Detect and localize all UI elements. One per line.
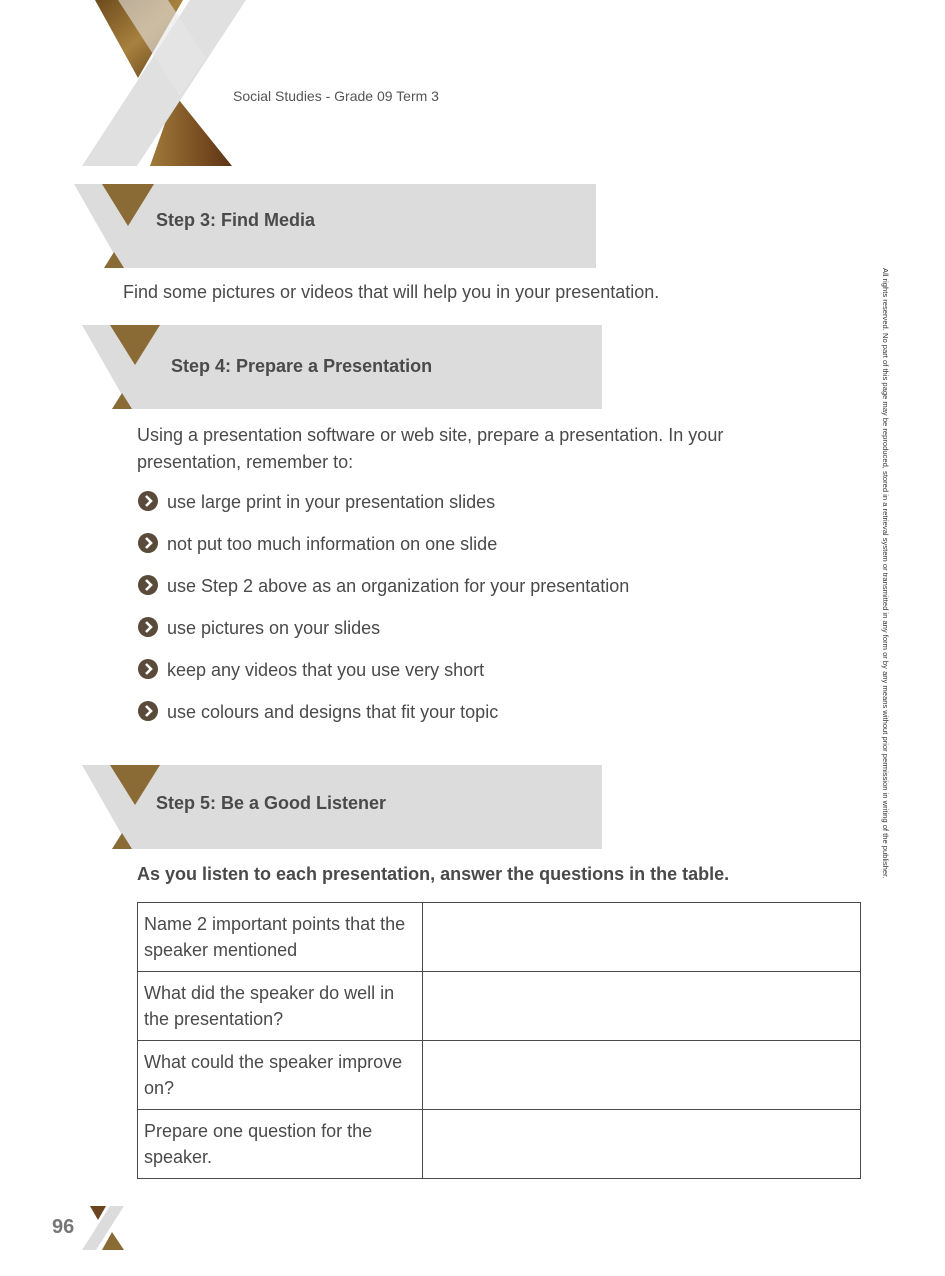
step-3-text: Find some pictures or videos that will help you in your presentation.: [123, 282, 660, 302]
listening-questions-table: [137, 902, 861, 1179]
list-item-text: use pictures on your slides: [167, 618, 381, 638]
footer-logo: [82, 1206, 126, 1250]
table-row: [138, 1110, 861, 1179]
answer-cell[interactable]: [423, 903, 861, 972]
table-row: [138, 1041, 861, 1110]
list-item: [137, 574, 629, 616]
step-5-instruction: As you listen to each presentation, answer the questions in the table.: [137, 864, 730, 884]
list-item: [137, 700, 629, 742]
list-item-text: use Step 2 above as an organization for your presentation: [167, 576, 630, 596]
page-number: 96: [52, 1216, 75, 1238]
chevron-right-icon: [137, 616, 159, 638]
step-4-title: Step 4: Prepare a Presentation: [171, 356, 433, 376]
step-5-title: Step 5: Be a Good Listener: [156, 793, 387, 813]
list-item: [137, 532, 629, 574]
course-subtitle: Social Studies - Grade 09 Term 3: [233, 88, 439, 104]
copyright-note: [880, 268, 890, 1008]
chevron-right-icon: [137, 532, 159, 554]
step-5-banner: [82, 765, 602, 850]
list-item: [137, 658, 629, 700]
table-row: [138, 903, 861, 972]
step-4-text-line-1: Using a presentation software or web site, prepare a presentation. In your: [137, 425, 724, 445]
list-item-text: keep any videos that you use very short: [167, 660, 485, 680]
answer-cell[interactable]: [423, 1041, 861, 1110]
chevron-right-icon: [137, 490, 159, 512]
copyright-text: All rights reserved. No part of this page may be reproduced, stored in a retrieval system or transmitted in any form or by any means without prior permission in writing of the publisher.: [881, 268, 890, 879]
list-item-text: use colours and designs that fit your topic: [167, 702, 499, 722]
list-item-text: not put too much information on one slide: [167, 534, 498, 554]
step-4-banner: [82, 325, 602, 410]
question-cell: What could the speaker improve on?: [138, 1041, 423, 1110]
chevron-right-icon: [137, 658, 159, 680]
list-item: [137, 616, 629, 658]
step-4-text-line-2: presentation, remember to:: [137, 452, 354, 472]
presentation-tips-list: [137, 490, 629, 742]
question-cell: Name 2 important points that the speaker mentioned: [138, 903, 423, 972]
answer-cell[interactable]: [423, 1110, 861, 1179]
table-row: [138, 972, 861, 1041]
step-3-title: Step 3: Find Media: [156, 210, 316, 230]
question-cell: Prepare one question for the speaker.: [138, 1110, 423, 1179]
chevron-right-icon: [137, 574, 159, 596]
step-3-banner: [74, 184, 596, 270]
list-item-text: use large print in your presentation slides: [167, 492, 496, 512]
chevron-right-icon: [137, 700, 159, 722]
question-cell: What did the speaker do well in the presentation?: [138, 972, 423, 1041]
answer-cell[interactable]: [423, 972, 861, 1041]
list-item: [137, 490, 629, 532]
publisher-logo: [0, 0, 260, 175]
